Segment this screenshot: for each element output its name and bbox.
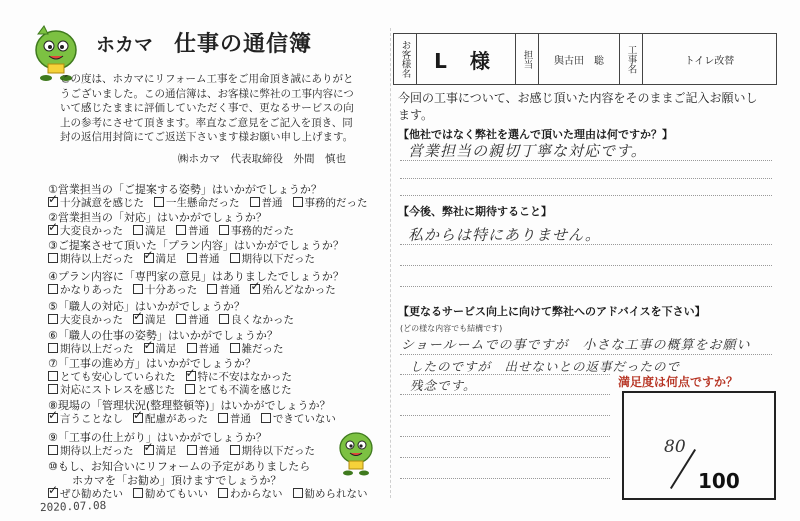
- satisfaction-label: 満足度は何点ですか？: [618, 375, 739, 389]
- checked-checkbox[interactable]: [144, 445, 154, 455]
- checked-checkbox[interactable]: [48, 488, 58, 498]
- intro-text: この度は、ホカマにリフォーム工事をご用命頂き誠にありがとうございました。この通信簿は、お客様に弊社の工事内容について感じたままに評価していただく事で、更なるサービスの向上の参考にさせて頂きます。率直なご意見をご記入を頂き、同封の返信用封筒にてご返送下さいます様お願い申し上げます。: [60, 73, 354, 144]
- answer-line: [400, 178, 772, 179]
- answer-option[interactable]: [48, 251, 134, 266]
- answer-option[interactable]: [133, 223, 166, 238]
- advice-line-2: したのですが 出せないとの返事だったので: [410, 359, 681, 374]
- option-label: 普通: [198, 343, 220, 355]
- option-label: 事務的だった: [231, 225, 294, 237]
- question-text: ③ご提案させて頂いた「プラン内容」はいかがでしょうか？: [48, 239, 344, 252]
- option-label: 普通: [229, 413, 251, 425]
- advice-note: (どの様な内容でも結構です): [400, 324, 503, 333]
- option-label: 期待以上だった: [60, 445, 134, 457]
- checkbox[interactable]: [133, 284, 143, 294]
- option-label: 殆んどなかった: [262, 284, 336, 296]
- expect-heading: 【今後、弊社に期待すること】: [398, 205, 552, 218]
- brand-name: ホカマ: [96, 34, 154, 56]
- checked-checkbox[interactable]: [133, 314, 143, 324]
- question-text: ⑨「工事の仕上がり」はいかがでしょうか？: [48, 431, 267, 444]
- advice-line-3: 残念です。: [410, 378, 477, 393]
- answer-option[interactable]: [187, 251, 220, 266]
- answer-option[interactable]: [144, 341, 177, 356]
- option-label: 満足: [145, 314, 166, 326]
- answer-option[interactable]: [219, 223, 294, 238]
- checkbox[interactable]: [48, 445, 58, 455]
- answer-option[interactable]: [230, 443, 316, 458]
- center-divider: [390, 28, 391, 498]
- work-label-cell: [620, 34, 643, 84]
- work-label: 工事名: [625, 44, 637, 74]
- answer-option[interactable]: [250, 282, 336, 297]
- checkbox[interactable]: [230, 445, 240, 455]
- option-label: かなりあった: [60, 284, 123, 296]
- option-label: 普通: [198, 445, 220, 457]
- option-label: 勧めてもいい: [145, 488, 208, 500]
- answer-option[interactable]: [261, 411, 336, 426]
- answer-option[interactable]: [48, 341, 134, 356]
- checkbox[interactable]: [48, 343, 58, 353]
- option-label: 満足: [155, 343, 177, 355]
- signature: ㈱ホカマ 代表取締役 外間 慎也: [178, 153, 346, 165]
- question-text: ⑧現場の「管理状況(整理整頓等)」はいかがでしょうか？: [48, 399, 331, 412]
- answer-option[interactable]: [230, 341, 284, 356]
- answer-option[interactable]: [133, 312, 166, 327]
- option-label: 期待以上だった: [60, 343, 134, 355]
- option-label: 十分誠意を感じた: [60, 197, 144, 209]
- option-label: 十分あった: [144, 284, 198, 296]
- option-label: わからない: [230, 488, 283, 500]
- customer-label: お客様名: [399, 40, 411, 78]
- checkbox[interactable]: [154, 197, 164, 207]
- answer-options: [48, 411, 346, 426]
- option-label: 普通: [188, 225, 209, 237]
- option-label: 一生懸命だった: [166, 197, 240, 209]
- option-label: できていない: [272, 413, 336, 425]
- question-text: ⑩もし、お知合いにリフォームの予定がありましたら: [48, 460, 311, 473]
- mascot-small-icon: [333, 424, 379, 476]
- checkbox[interactable]: [187, 253, 197, 263]
- question-text: ①営業担当の「ご提案する姿勢」はいかがでしょうか？: [48, 183, 322, 196]
- answer-line: [400, 160, 772, 161]
- checked-checkbox[interactable]: [250, 284, 260, 294]
- advice-heading: 【更なるサービス向上に向けて弊社へのアドバイスを下さい】: [398, 305, 706, 318]
- option-label: 言うことなし: [60, 413, 123, 425]
- answer-option[interactable]: [218, 411, 251, 426]
- answer-option[interactable]: [48, 382, 175, 397]
- question-text: ⑤「職人の対応」はいかがでしょうか？: [48, 300, 245, 313]
- answer-option[interactable]: [250, 195, 283, 210]
- staff-name: 與古田 聡: [554, 55, 604, 67]
- checkbox[interactable]: [185, 384, 195, 394]
- answer-option[interactable]: [293, 195, 368, 210]
- checkbox[interactable]: [133, 488, 143, 498]
- answer-option[interactable]: [133, 282, 197, 297]
- answer-option[interactable]: [187, 443, 220, 458]
- answer-option[interactable]: [185, 382, 292, 397]
- reason-heading: 【他社ではなく弊社を選んで頂いた理由は何ですか？】: [398, 128, 673, 141]
- answer-option[interactable]: [144, 443, 177, 458]
- option-label: ぜひ勧めたい: [60, 488, 123, 500]
- answer-line: [400, 415, 610, 416]
- answer-option[interactable]: [144, 251, 177, 266]
- answer-options: [48, 443, 325, 458]
- answer-option[interactable]: [48, 282, 123, 297]
- question-text-cont: ホカマを「お勧め」頂けますでしょうか？: [72, 474, 282, 487]
- answer-line: [400, 244, 772, 245]
- staff-label-cell: [516, 34, 539, 84]
- checkbox[interactable]: [176, 225, 186, 235]
- customer-header: [393, 33, 777, 85]
- answer-option[interactable]: [133, 411, 208, 426]
- checkbox[interactable]: [293, 488, 303, 498]
- option-label: 配慮があった: [145, 413, 208, 425]
- option-label: 対応にストレスを感じた: [60, 384, 176, 396]
- option-label: 期待以上だった: [60, 253, 134, 265]
- checkbox[interactable]: [230, 253, 240, 263]
- checkbox[interactable]: [48, 284, 58, 294]
- checkbox[interactable]: [219, 314, 229, 324]
- option-label: 勧められない: [304, 488, 368, 500]
- answer-line: [400, 394, 610, 395]
- date-stamp: 2020.07.08: [39, 498, 107, 515]
- answer-options: [48, 282, 346, 297]
- option-label: 普通: [261, 197, 283, 209]
- checkbox[interactable]: [261, 413, 271, 423]
- option-label: とても安心していられた: [60, 371, 176, 383]
- checkbox[interactable]: [207, 284, 217, 294]
- customer-name: L 様: [434, 48, 498, 73]
- answer-option[interactable]: [187, 341, 220, 356]
- checkbox[interactable]: [250, 197, 260, 207]
- answer-line: [400, 354, 772, 355]
- option-label: 大変良かった: [60, 314, 123, 326]
- answer-option[interactable]: [48, 443, 134, 458]
- answer-line: [400, 265, 772, 266]
- page-title: 仕事の通信簿: [174, 32, 313, 57]
- reason-answer: 営業担当の親切丁寧な対応です。: [408, 142, 647, 160]
- answer-option[interactable]: [48, 411, 123, 426]
- answer-option[interactable]: [48, 223, 123, 238]
- checkbox[interactable]: [187, 343, 197, 353]
- answer-options: [48, 312, 304, 327]
- expect-answer: 私からは特にありません。: [408, 226, 601, 244]
- answer-option[interactable]: [207, 282, 240, 297]
- lead-text: 今回の工事について、お感じ頂いた内容をそのままご記入お願いします。: [398, 91, 758, 122]
- checkbox[interactable]: [293, 197, 303, 207]
- answer-option[interactable]: [293, 486, 368, 501]
- checkbox[interactable]: [48, 314, 58, 324]
- answer-option[interactable]: [176, 312, 209, 327]
- work-name: トイレ改替: [684, 55, 735, 67]
- answer-option[interactable]: [230, 251, 316, 266]
- option-label: 満足: [155, 253, 177, 265]
- satisfaction-max: 100: [698, 469, 740, 493]
- answer-options: [48, 382, 302, 397]
- staff-label: 担当: [521, 49, 533, 69]
- option-label: 期待以下だった: [241, 253, 315, 265]
- question-text: ⑥「職人の仕事の姿勢」はいかがでしょうか？: [48, 329, 278, 342]
- option-label: 満足: [145, 225, 166, 237]
- checkbox[interactable]: [133, 225, 143, 235]
- answer-option[interactable]: [133, 486, 208, 501]
- option-label: 大変良かった: [60, 225, 123, 237]
- answer-line: [400, 478, 610, 479]
- advice-line-1: ショールームでの事ですが 小さな工事の概算をお願い: [401, 338, 751, 353]
- checkbox[interactable]: [219, 225, 229, 235]
- checkbox[interactable]: [176, 314, 186, 324]
- checkbox[interactable]: [218, 413, 228, 423]
- checkbox[interactable]: [48, 371, 58, 381]
- checked-checkbox[interactable]: [144, 343, 154, 353]
- question-text: ⑦「工事の進め方」はいかがでしょうか？: [48, 357, 256, 370]
- customer-label-cell: [394, 34, 417, 84]
- option-label: 良くなかった: [231, 314, 294, 326]
- checked-checkbox[interactable]: [133, 413, 143, 423]
- checkbox[interactable]: [230, 343, 240, 353]
- checked-checkbox[interactable]: [48, 413, 58, 423]
- checked-checkbox[interactable]: [48, 197, 58, 207]
- answer-option[interactable]: [218, 486, 283, 501]
- answer-option[interactable]: [154, 195, 240, 210]
- checked-checkbox[interactable]: [144, 253, 154, 263]
- answer-option[interactable]: [48, 195, 144, 210]
- option-label: とても不満を感じた: [197, 384, 292, 396]
- checkbox[interactable]: [218, 488, 228, 498]
- checked-checkbox[interactable]: [186, 371, 196, 381]
- answer-options: [48, 251, 325, 266]
- checkbox[interactable]: [48, 384, 58, 394]
- question-text: ②営業担当の「対応」はいかがでしょうか？: [48, 211, 267, 224]
- answer-option[interactable]: [219, 312, 294, 327]
- customer-name-cell: [417, 34, 516, 84]
- satisfaction-score: 80: [664, 437, 686, 457]
- option-label: 普通: [219, 284, 241, 296]
- option-label: 期待以下だった: [241, 445, 315, 457]
- checkbox[interactable]: [187, 445, 197, 455]
- answer-line: [400, 195, 772, 196]
- answer-line: [400, 286, 772, 287]
- work-name-cell: [643, 34, 776, 84]
- answer-line: [400, 436, 610, 437]
- answer-option[interactable]: [48, 312, 123, 327]
- option-label: 事務的だった: [304, 197, 368, 209]
- answer-options: [48, 195, 378, 210]
- option-label: 雑だった: [241, 343, 284, 355]
- checked-checkbox[interactable]: [48, 225, 58, 235]
- staff-name-cell: [539, 34, 620, 84]
- option-label: 普通: [188, 314, 209, 326]
- answer-options: [48, 223, 304, 238]
- option-label: 特に不安はなかった: [197, 371, 292, 383]
- answer-options: [48, 341, 294, 356]
- checkbox[interactable]: [48, 253, 58, 263]
- question-text: ④プラン内容に「専門家の意見」はありましたでしょうか？: [48, 270, 344, 283]
- option-label: 普通: [198, 253, 220, 265]
- answer-line: [400, 374, 610, 375]
- answer-option[interactable]: [176, 223, 209, 238]
- answer-line: [400, 457, 610, 458]
- option-label: 満足: [155, 445, 177, 457]
